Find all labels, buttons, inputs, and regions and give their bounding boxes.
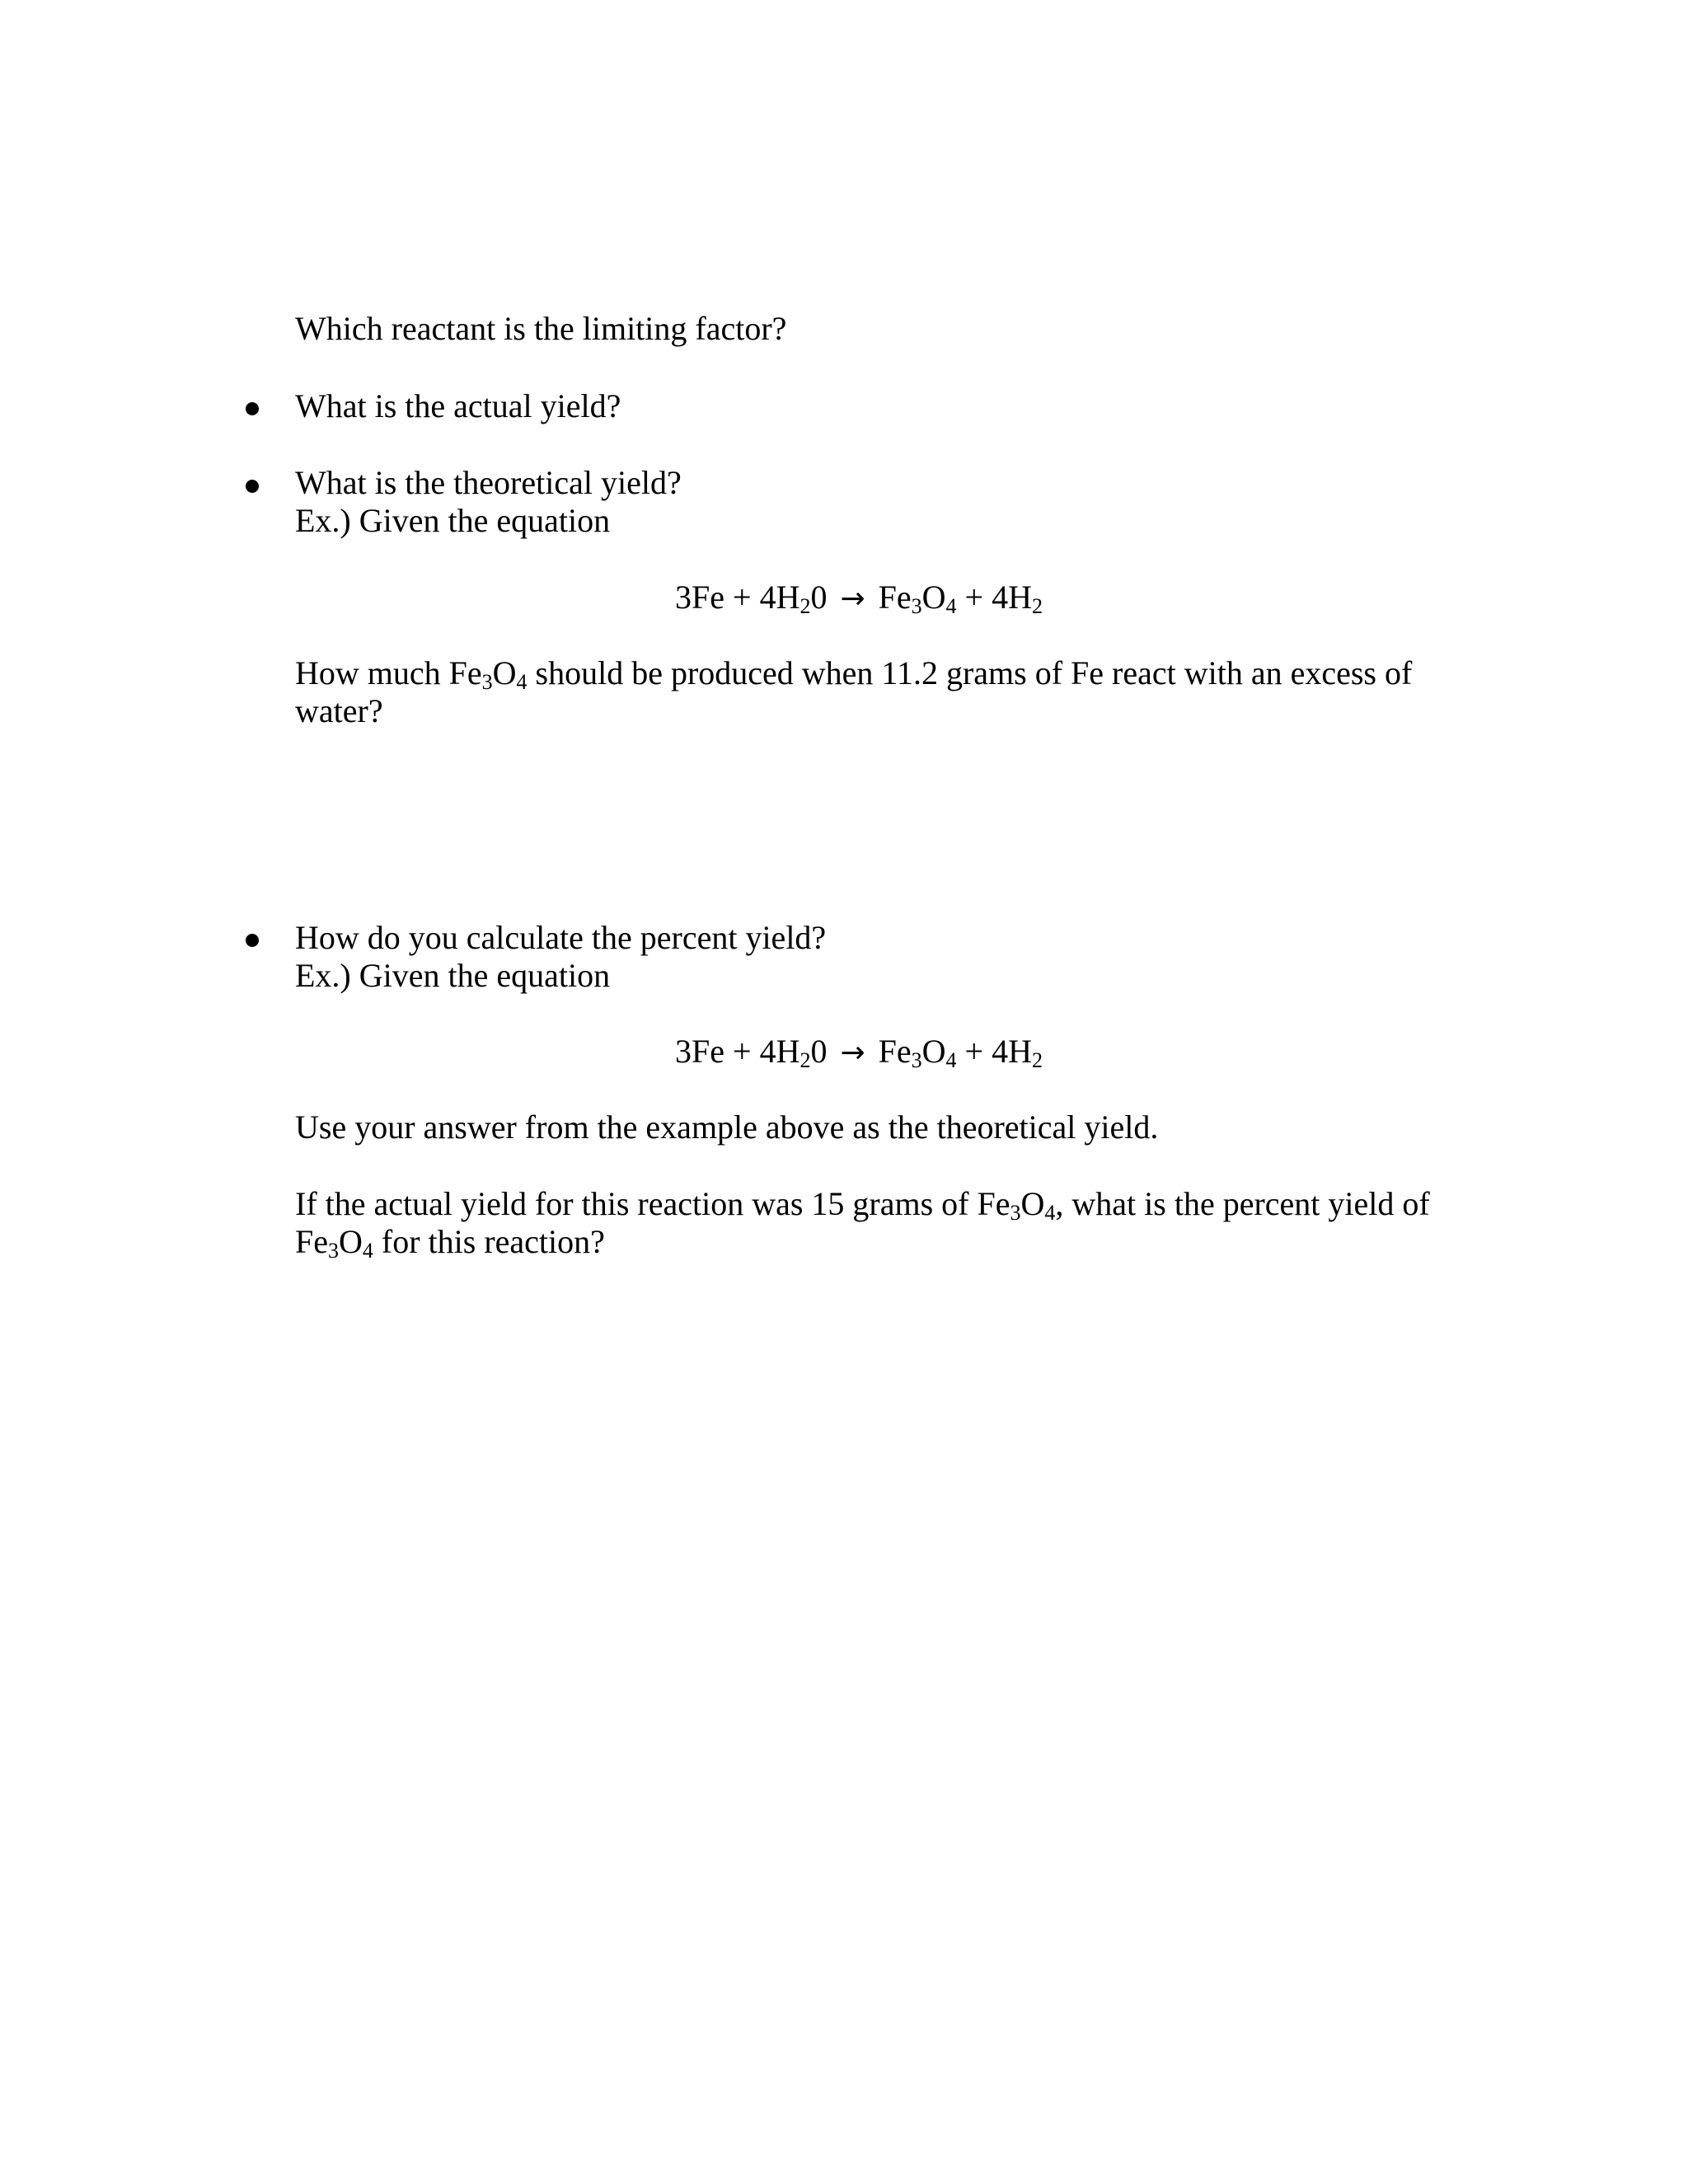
use-answer-text: Use your answer from the example above as the theoretical yield. — [295, 1108, 1159, 1146]
question-percent-yield: How do you calculate the percent yield? — [295, 919, 827, 956]
example-intro: Ex.) Given the equation — [295, 957, 611, 994]
question-actual-yield: What is the actual yield? — [295, 387, 621, 424]
chemical-equation: $3Fe + 4H_20 \to Fe_3O_4 + 4H_2$ — [675, 1033, 1043, 1072]
percent-yield-question-line: $Fe_3O_4$ for this reaction? — [295, 1223, 605, 1263]
arrow-right-icon: → — [840, 1036, 865, 1070]
percent-yield-question-line: If the actual yield for this reaction was 15 grams of $Fe_3O_4$, what is the percent yield of — [295, 1185, 1430, 1225]
example-question-line: water? — [295, 692, 383, 729]
arrow-right-icon: → — [840, 582, 865, 616]
example-intro: Ex.) Given the equation — [295, 502, 611, 539]
bullet-icon — [246, 934, 259, 947]
example-question-line: How much $Fe_3O_4$ should be produced when 11.2 grams of Fe react with an excess of — [295, 654, 1413, 694]
bullet-icon — [246, 402, 259, 415]
question-limiting-factor: Which reactant is the limiting factor? — [295, 310, 787, 347]
chemical-equation: $3Fe + 4H_20 \to Fe_3O_4 + 4H_2$ — [675, 579, 1043, 618]
question-theoretical-yield: What is the theoretical yield? — [295, 464, 682, 501]
bullet-icon — [246, 480, 259, 493]
